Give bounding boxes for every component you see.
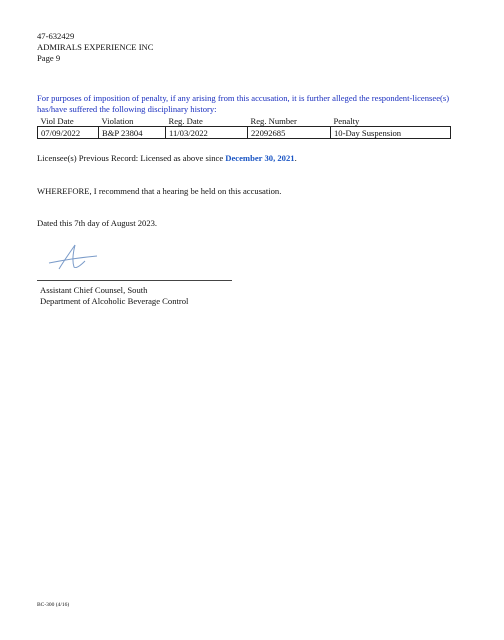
column-header-reg-date: Reg. Date (168, 115, 203, 126)
table-row (38, 127, 451, 139)
signature-block (40, 285, 188, 307)
dated-line: Dated this 7th day of August 2023. (37, 218, 158, 228)
cell-reg-number: 22092685 (248, 127, 331, 139)
wherefore-statement: WHEREFORE, I recommend that a hearing be held on this accusation. (37, 186, 282, 196)
cell-violation: B&P 23804 (99, 127, 166, 139)
previous-record-prefix: Licensee(s) Previous Record: Licensed as above since (37, 153, 226, 163)
licensee-name: ADMIRALS EXPERIENCE INC (37, 42, 154, 52)
signer-title: Assistant Chief Counsel, South (40, 285, 148, 295)
penalty-intro-text: For purposes of imposition of penalty, if any arising from this accusation, it is further alleged the respondent-licensee(s) has/have suffered the following disciplinary history: (37, 93, 450, 114)
cell-viol-date: 07/09/2022 (38, 127, 99, 139)
cell-reg-date: 11/03/2022 (166, 127, 248, 139)
handwritten-signature (45, 243, 105, 271)
cell-penalty: 10-Day Suspension (331, 127, 451, 139)
column-header-reg-number: Reg. Number (250, 115, 297, 126)
table-header-row (38, 115, 451, 127)
column-header-violation: Violation (101, 115, 134, 126)
signature-line (37, 280, 232, 281)
column-header-penalty: Penalty (333, 115, 360, 126)
case-number: 47-632429 (37, 31, 75, 41)
license-since-date: December 30, 2021 (225, 153, 295, 163)
signer-department: Department of Alcoholic Beverage Control (40, 296, 189, 306)
document-header (37, 31, 154, 64)
page-number: Page 9 (37, 53, 61, 63)
previous-record-line (37, 153, 297, 163)
form-number: BC-300 (4/16) (37, 602, 70, 608)
disciplinary-history-table (37, 115, 451, 139)
column-header-viol-date: Viol Date (40, 115, 74, 126)
previous-record-suffix: . (294, 153, 297, 163)
